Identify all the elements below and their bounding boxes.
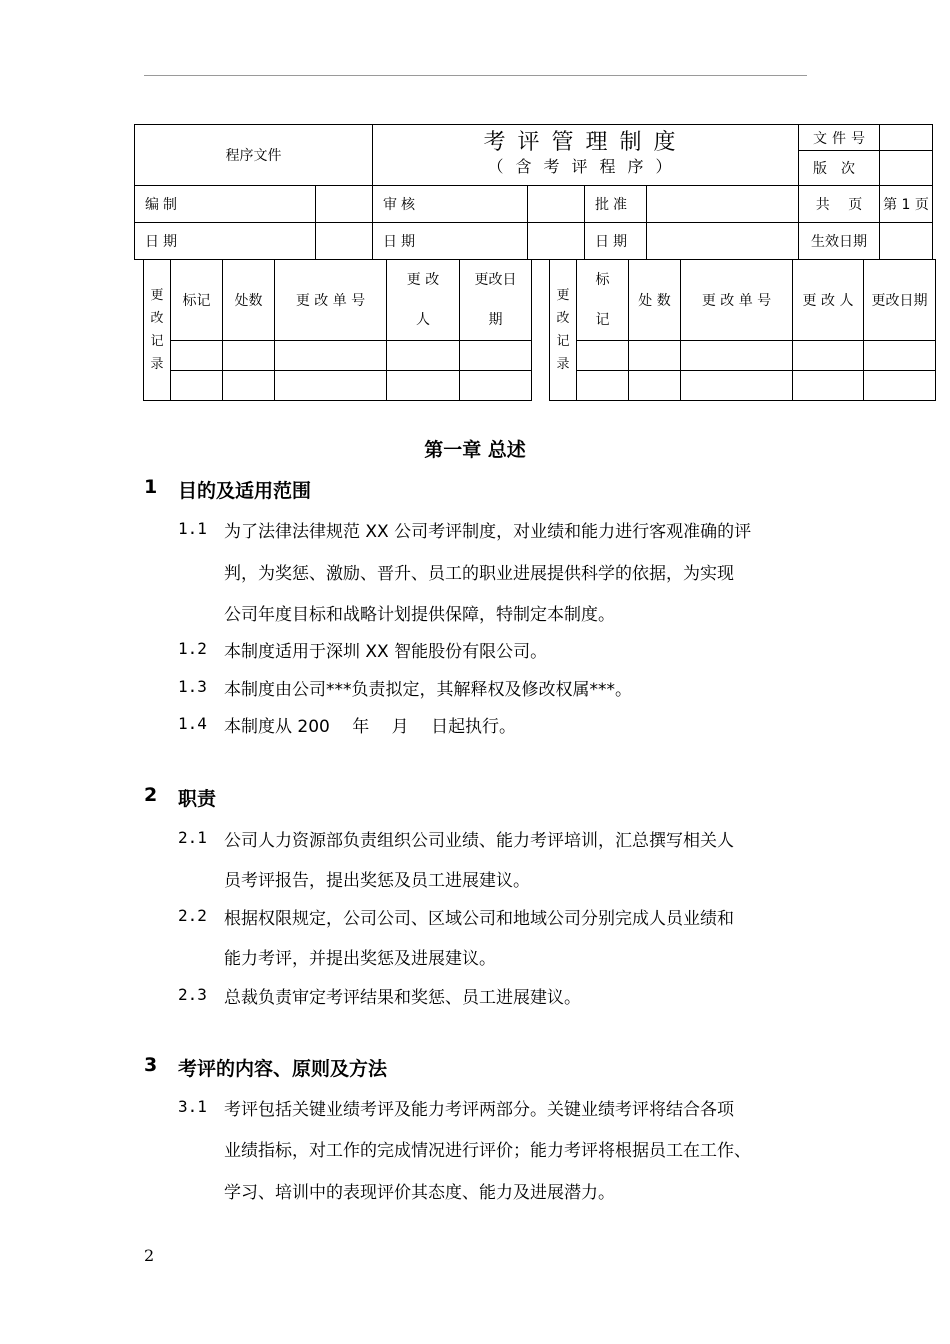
revision-record-label: 更 改 记 录 (550, 260, 577, 401)
section-number: 2 (144, 784, 158, 806)
review-label: 审核 (373, 186, 528, 223)
item-number: 2.2 (178, 906, 207, 925)
item-text: 能力考评，并提出奖惩及进展建议。 (224, 949, 496, 969)
item-number: 2.3 (178, 985, 207, 1004)
item-number: 3.1 (178, 1097, 207, 1116)
item-text: 本制度从 200 年 月 日起执行。 (224, 717, 517, 737)
section-title: 考评的内容、原则及方法 (178, 1058, 388, 1080)
item-text: 公司人力资源部负责组织公司业绩、能力考评培训，汇总撰写相关人 (224, 831, 734, 851)
compile-label: 编制 (135, 186, 316, 223)
version-value (880, 151, 933, 186)
col-mark: 标记 (171, 260, 223, 341)
col-change-date: 更改日期 (864, 260, 936, 341)
col-count: 处 数 (629, 260, 681, 341)
compile-value (316, 186, 373, 223)
doc-type: 程序文件 (225, 148, 282, 164)
date-value-1 (316, 223, 373, 260)
doc-subtitle: （含考评程序） (487, 157, 684, 176)
file-no-label: 文件号 (799, 125, 880, 151)
doc-type-cell (135, 125, 373, 186)
date-label-2: 日期 (373, 223, 528, 260)
col-change-no: 更 改 单 号 (275, 260, 387, 341)
col-change-date: 更改日 期 (460, 260, 532, 341)
revision-record-label: 更 改 记 录 (144, 260, 171, 401)
chapter-title: 第一章 总述 (424, 439, 526, 461)
date-value-3 (647, 223, 799, 260)
col-changer: 更 改 人 (387, 260, 460, 341)
doc-title: 考评管理制度 (483, 130, 688, 155)
item-text: 为了法律法律规范 XX 公司考评制度，对业绩和能力进行客观准确的评 (224, 522, 752, 542)
file-no-value (880, 125, 933, 151)
col-mark: 标 记 (577, 260, 629, 341)
item-number: 1.1 (178, 519, 207, 538)
item-text: 总裁负责审定考评结果和奖惩、员工进展建议。 (224, 988, 581, 1008)
col-changer: 更 改 人 (793, 260, 864, 341)
page-no: 第 1 页 (880, 186, 933, 223)
version-label: 版 次 (799, 151, 880, 186)
section-title: 职责 (178, 788, 217, 810)
date-label-3: 日期 (585, 223, 647, 260)
item-text: 学习、培训中的表现评价其态度、能力及进展潜力。 (224, 1183, 615, 1203)
item-text: 判，为奖惩、激励、晋升、员工的职业进展提供科学的依据，为实现 (224, 564, 734, 584)
page-number: 2 (144, 1246, 155, 1265)
section-number: 1 (144, 476, 158, 498)
date-value-2 (528, 223, 585, 260)
item-text: 本制度由公司***负责拟定，其解释权及修改权属***。 (224, 680, 632, 700)
approve-value (647, 186, 799, 223)
header-rule (144, 75, 807, 76)
item-number: 1.2 (178, 639, 207, 658)
item-text: 业绩指标，对工作的完成情况进行评价；能力考评将根据员工在工作、 (224, 1141, 751, 1161)
col-change-no: 更 改 单 号 (681, 260, 793, 341)
document-header-table (134, 124, 933, 260)
item-text: 根据权限规定，公司公司、区域公司和地域公司分别完成人员业绩和 (224, 909, 734, 929)
effective-date-label: 生效日期 (799, 223, 880, 260)
review-value (528, 186, 585, 223)
col-count: 处数 (223, 260, 275, 341)
item-number: 2.1 (178, 828, 207, 847)
effective-date-value (880, 223, 933, 260)
item-number: 1.4 (178, 714, 207, 733)
item-text: 考评包括关键业绩考评及能力考评两部分。关键业绩考评将结合各项 (224, 1100, 734, 1120)
section-number: 3 (144, 1054, 158, 1076)
date-label-1: 日期 (135, 223, 316, 260)
item-text: 公司年度目标和战略计划提供保障，特制定本制度。 (224, 605, 615, 625)
title-cell (373, 125, 799, 186)
item-text: 本制度适用于深圳 XX 智能股份有限公司。 (224, 642, 548, 662)
total-pages-label: 共 页 (799, 186, 880, 223)
item-number: 1.3 (178, 677, 207, 696)
revision-table-left (143, 259, 532, 401)
approve-label: 批准 (585, 186, 647, 223)
section-title: 目的及适用范围 (178, 480, 312, 502)
item-text: 员考评报告，提出奖惩及员工进展建议。 (224, 871, 530, 891)
revision-table-right (549, 259, 936, 401)
